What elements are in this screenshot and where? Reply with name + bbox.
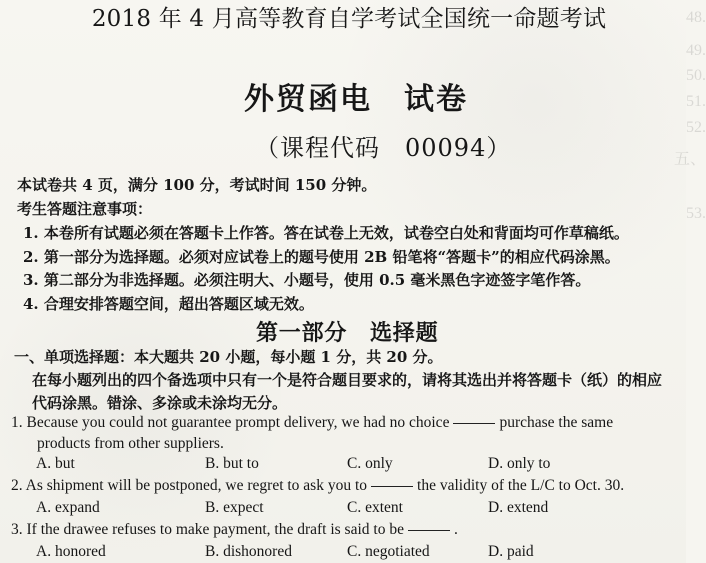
paper-summary: 本试卷共 4 页，满分 100 分，考试时间 150 分钟。 <box>17 176 377 194</box>
option-c: C. negotiated <box>347 543 430 560</box>
rule-item: 2. 第一部分为选择题。必须对应试卷上的题号使用 2B 铅笔将“答题卡”的相应代码涂黑。 <box>23 247 620 266</box>
question-3-stem-end: . <box>453 521 458 538</box>
rule-item: 3. 第二部分为非选择题。必须注明大、小题号，使用 0.5 毫米黑色字迹签字笔作答。 <box>23 271 591 290</box>
question-1-continuation: products from other suppliers. <box>37 435 224 452</box>
question-3-stem-start: 3. If the drawee refuses to make payment, the draft is said to be <box>11 521 404 538</box>
option-a: A. but <box>36 455 75 472</box>
question-2 <box>11 476 624 496</box>
option-d: D. only to <box>488 455 551 472</box>
exam-title: 2018 年 4 月高等教育自学考试全国统一命题考试 <box>91 6 607 32</box>
section-description: 在每小题列出的四个备选项中只有一个是符合题目要求的，请将其选出并将答题卡（纸）的相应代码涂黑。错涂、多涂或未涂均无分。 <box>32 371 663 412</box>
show-through-background: 48. 49. 50. 51. 52. 五、 53. <box>673 9 706 222</box>
rules-list <box>23 222 629 317</box>
part-one-title: 第一部分 选择题 <box>256 320 439 346</box>
question-1 <box>11 413 613 433</box>
option-c: C. extent <box>347 499 403 516</box>
course-code: （课程代码 00094） <box>255 134 512 162</box>
answer-blank <box>371 486 413 487</box>
option-b: B. but to <box>205 455 259 472</box>
option-d: D. extend <box>488 499 549 516</box>
option-c: C. only <box>347 455 393 472</box>
option-b: B. expect <box>205 499 264 516</box>
question-3 <box>11 520 458 540</box>
answer-blank <box>408 530 450 531</box>
question-2-stem-end: the validity of the L/C to Oct. 30. <box>417 477 625 494</box>
option-a: A. honored <box>36 543 106 560</box>
paper-title: 外贸函电 试卷 <box>244 82 468 117</box>
question-2-stem-start: 2. As shipment will be postponed, we regret to ask you to <box>11 477 368 494</box>
question-1-stem-start: 1. Because you could not guarantee prompt delivery, we had no choice <box>11 414 450 431</box>
question-1-stem-end: purchase the same <box>499 414 614 431</box>
attention-title: 考生答题注意事项： <box>17 200 153 218</box>
option-a: A. expand <box>36 499 100 516</box>
option-b: B. dishonored <box>205 543 292 560</box>
section-title: 一、单项选择题：本大题共 20 小题，每小题 1 分，共 20 分。 <box>14 348 443 366</box>
option-d: D. paid <box>488 543 534 560</box>
rule-item: 4. 合理安排答题空间，超出答题区域无效。 <box>23 295 314 314</box>
answer-blank <box>453 423 495 424</box>
rule-item: 1. 本卷所有试题必须在答题卡上作答。答在试卷上无效，试卷空白处和背面均可作草稿纸。 <box>23 224 629 242</box>
